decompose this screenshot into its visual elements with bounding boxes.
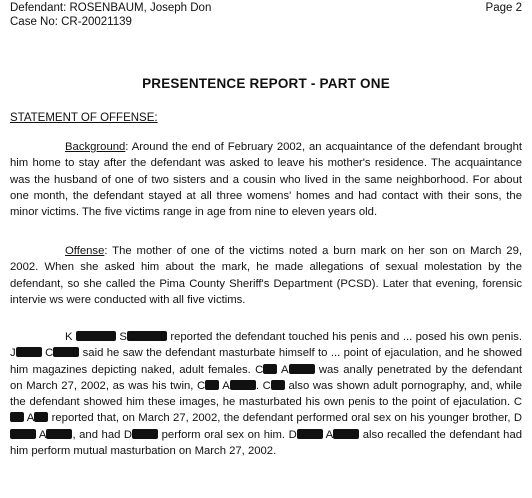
report-title: PRESENTENCE REPORT - PART ONE bbox=[142, 76, 390, 91]
redaction-block bbox=[271, 380, 285, 390]
case-number-line: Case No: CR-20021139 bbox=[10, 16, 132, 28]
case-header bbox=[10, 1, 211, 29]
victim-text: A bbox=[222, 379, 230, 392]
victim-text: A bbox=[26, 412, 35, 425]
redaction-block bbox=[10, 429, 36, 439]
offense-text: : The mother of one of the victims noted a burn mark on her son on March 29, 2002. When she asked him about the mark, he made allegations of sexual molestation by the defendant, so she called the Pima County Sheriff's Department (PCSD). Later that evening, forensic intervie ws were conducted with all five victims. bbox=[10, 245, 522, 306]
offense-heading: Offense bbox=[65, 245, 105, 257]
victim-text: perform oral sex on him. D bbox=[161, 428, 297, 441]
redaction-block bbox=[205, 380, 219, 390]
redaction-block bbox=[297, 429, 323, 439]
victim-text: A bbox=[38, 428, 47, 441]
redaction-block bbox=[289, 364, 315, 374]
victim-text: also recalled the defendant had him perform mutual masturbation on March 27, 2002. bbox=[10, 428, 523, 458]
victim-text: . C bbox=[255, 379, 271, 392]
redaction-block bbox=[46, 429, 72, 439]
victim-text: , and had D bbox=[72, 428, 133, 441]
victim-text: K bbox=[65, 331, 73, 343]
redaction-block bbox=[127, 331, 167, 341]
defendant-line: Defendant: ROSENBAUM, Joseph Don bbox=[10, 2, 212, 14]
victim-text: also was shown adult pornography, and, while the defendant showed him these images, he masturbated his own penis to the point of ejaculation. C bbox=[10, 379, 523, 409]
section-heading: STATEMENT OF OFFENSE: bbox=[10, 112, 158, 124]
redaction-block bbox=[333, 429, 359, 439]
paragraph-victim-statements bbox=[10, 329, 522, 459]
redaction-block bbox=[263, 364, 277, 374]
redaction-block bbox=[76, 331, 116, 341]
paragraph-offense bbox=[10, 243, 522, 308]
victim-text: A bbox=[280, 363, 289, 376]
redaction-block bbox=[53, 347, 79, 357]
redaction-block bbox=[16, 347, 42, 357]
paragraph-background bbox=[10, 139, 522, 220]
victim-text: S bbox=[119, 331, 127, 343]
page-number: Page 2 bbox=[485, 2, 522, 14]
victim-text: A bbox=[325, 428, 334, 441]
redaction-block bbox=[132, 429, 158, 439]
background-text: : Around the end of February 2002, an acquaintance of the defendant brought him home to stay after the defendant was asked to leave his mother's residence. The acquaintance was the husband of one of two sisters and a cousin who lived in the same neighborhood. For about one month, the defendant stayed at all three womens' homes and had contact with their sons, the minor victims. The five victims range in age from nine to eleven years old. bbox=[10, 141, 522, 219]
victim-text: was anally penetrated by the defendant on March 27, 2002, as was his twin, C bbox=[10, 363, 523, 392]
redaction-block bbox=[230, 380, 256, 390]
background-heading: Background bbox=[65, 141, 126, 153]
redaction-block bbox=[10, 412, 24, 422]
victim-text: reported that, on March 27, 2002, the defendant performed oral sex on his younger brother, D bbox=[51, 412, 523, 425]
victim-text: said he saw the defendant masturbate himself to ... point of ejaculation, and he showed him magazines depicting naked, adult females. C bbox=[10, 347, 523, 376]
victim-text: reported the defendant touched his penis and ... posed his own penis. J bbox=[10, 331, 522, 360]
redaction-block bbox=[34, 412, 48, 422]
victim-text: C bbox=[45, 347, 54, 360]
